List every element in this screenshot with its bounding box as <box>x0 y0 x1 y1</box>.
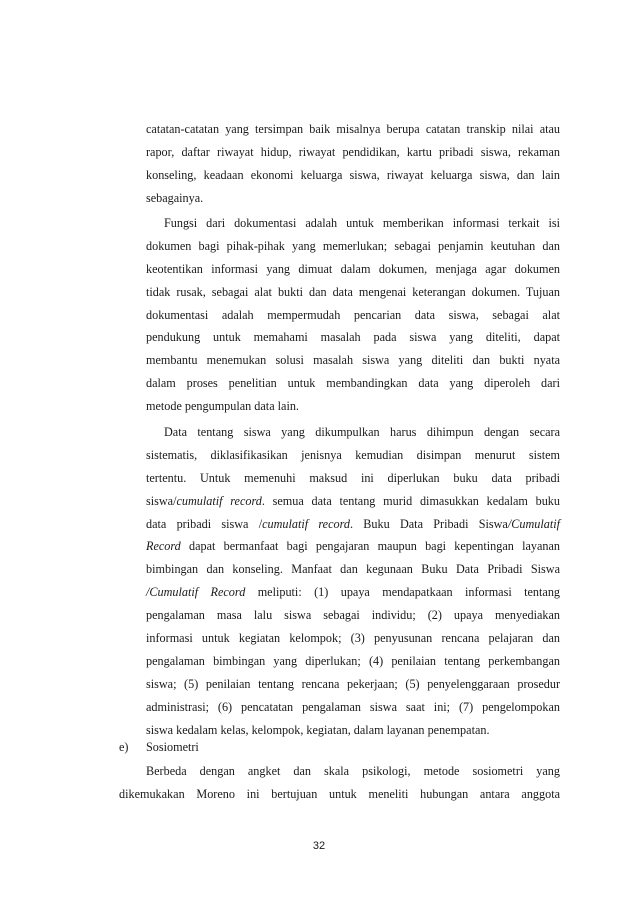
text-line: Fungsi dari dokumentasi adalah untuk memberikan informasi terkait isi <box>164 216 560 230</box>
paragraph-sociometry <box>119 760 560 806</box>
text-line: tidak rusak, sebagai alat bukti dan data mengenai keterangan dokumen. Tujuan <box>146 284 560 299</box>
text-line: pendukung untuk memahami masalah pada siswa yang diteliti, dapat <box>146 330 560 345</box>
text-line: dokumen bagi pihak-pihak yang memerlukan; sebagai penjamin keutuhan dan <box>146 238 560 253</box>
paragraph-student-data <box>146 421 560 741</box>
text-line: Data tentang siswa yang dikumpulkan harus dihimpun dengan secara <box>164 425 560 439</box>
text-line: konseling, keadaan ekonomi keluarga siswa, riwayat keluarga siswa, dan lain <box>146 167 560 182</box>
text-line: bimbingan dan konseling. Manfaat dan kegunaan Buku Data Pribadi Siswa <box>146 562 560 577</box>
text-line: dikemukakan Moreno ini bertujuan untuk meneliti hubungan antara anggota <box>119 786 560 801</box>
text-line: tertentu. Untuk memenuhi maksud ini diperlukan buku data pribadi <box>146 470 560 485</box>
section-marker: e) <box>119 740 129 754</box>
text-line: membantu menemukan solusi masalah siswa yang diteliti dan bukti nyata <box>146 353 560 368</box>
text-line: sebagainya. <box>146 190 204 205</box>
text-line: administrasi; (6) pencatatan pengalaman siswa saat ini; (7) pengelompokan <box>146 699 560 714</box>
text-line: informasi untuk kegiatan kelompok; (3) penyusunan rencana pelajaran dan <box>146 631 560 646</box>
text-line: /Cumulatif Record meliputi: (1) upaya mendapatkaan informasi tentang <box>146 585 561 600</box>
text-line: rapor, daftar riwayat hidup, riwayat pendidikan, kartu pribadi siswa, rekaman <box>146 144 560 159</box>
text-line: pengalaman bimbingan yang diperlukan; (4) penilaian tentang perkembangan <box>146 653 560 668</box>
text-line: siswa/cumulatif record. semua data tentang murid dimasukkan kedalam buku <box>146 493 560 508</box>
text-line: Berbeda dengan angket dan skala psikologi, metode sosiometri yang <box>146 764 560 778</box>
text-line: siswa; (5) penilaian tentang rencana pekerjaan; (5) penyelenggaraan prosedur <box>146 676 560 691</box>
page-number: 32 <box>312 840 326 852</box>
text-line: Record dapat bermanfaat bagi pengajaran maupun bagi kepentingan layanan <box>146 539 560 554</box>
text-line: catatan-catatan yang tersimpan baik misalnya berupa catatan transkip nilai atau <box>146 122 560 136</box>
text-line: sistematis, diklasifikasikan jenisnya kemudian disimpan menurut sistem <box>146 447 560 462</box>
section-title: Sosiometri <box>146 740 199 754</box>
text-line: metode pengumpulan data lain. <box>146 399 299 414</box>
text-line: pengalaman masa lalu siswa sebagai individu; (2) upaya menyediakan <box>146 608 560 623</box>
paragraph-documentation-function <box>146 212 560 418</box>
section-heading <box>119 736 199 758</box>
text-line: keotentikan informasi yang dimuat dalam dokumen, menjaga agar dokumen <box>146 261 560 276</box>
text-line: data pribadi siswa /cumulatif record. Buku Data Pribadi Siswa/Cumulatif <box>146 516 560 531</box>
text-line: dalam proses penelitian untuk membandingkan data yang diperoleh dari <box>146 376 560 391</box>
text-line: siswa kedalam kelas, kelompok, kegiatan, dalam layanan penempatan. <box>146 722 490 737</box>
text-line: dokumentasi adalah mempermudah pencarian data siswa, sebagai alat <box>146 307 560 322</box>
paragraph-records <box>146 118 560 210</box>
